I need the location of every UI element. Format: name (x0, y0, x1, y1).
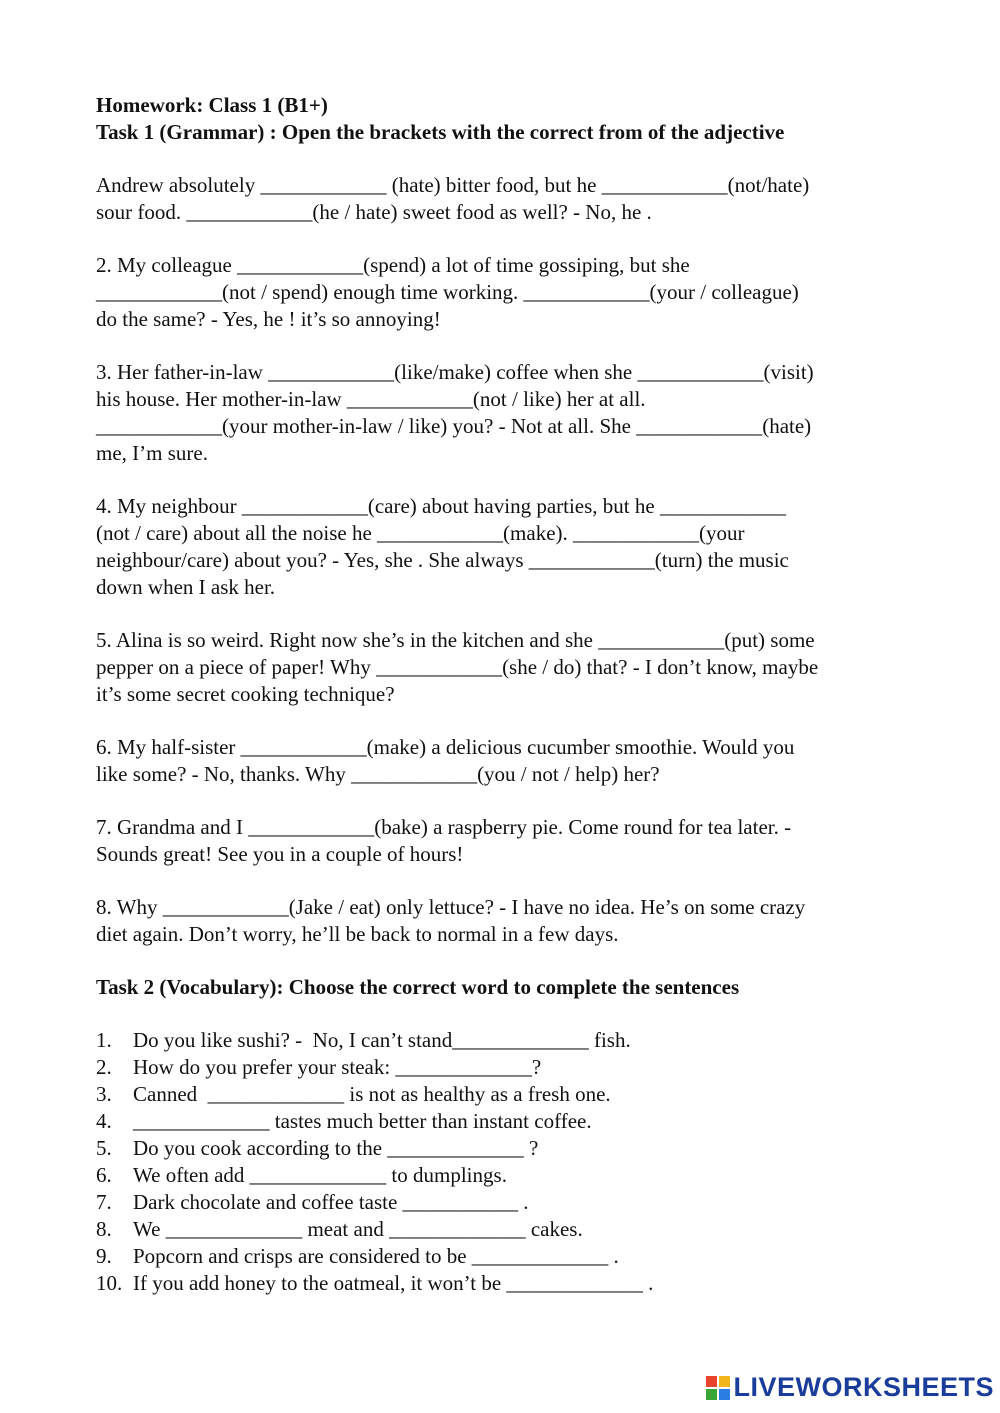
spacer (96, 948, 916, 974)
worksheet-title: Homework: Class 1 (B1+) (96, 93, 328, 117)
task1-exercise (96, 359, 916, 467)
item-number: 1. (96, 1028, 112, 1052)
task1-exercise (96, 814, 916, 868)
task1-exercise (96, 894, 916, 948)
item-text: We _____________ meat and _____________ cakes. (133, 1217, 583, 1241)
task2-exercises (96, 1027, 916, 1297)
exercise-line: 4. My neighbour ____________(care) about having parties, but he ____________ (96, 494, 786, 518)
exercise-line: neighbour/care) about you? - Yes, she . She always ____________(turn) the music (96, 548, 789, 572)
item-number: 9. (96, 1244, 112, 1268)
item-number: 10. (96, 1271, 123, 1295)
exercise-line: it’s some secret cooking technique? (96, 682, 395, 706)
item-number: 8. (96, 1217, 112, 1241)
item-number: 7. (96, 1190, 112, 1214)
exercise-line: 7. Grandma and I ____________(bake) a raspberry pie. Come round for tea later. - (96, 815, 792, 839)
exercise-line: ____________(your mother-in-law / like) you? - Not at all. She ____________(hate) (96, 414, 812, 438)
exercise-line: (not / care) about all the noise he ____________(make). ____________(your (96, 521, 745, 545)
exercise-line: diet again. Don’t worry, he’ll be back to normal in a few days. (96, 922, 619, 946)
list-item (96, 1054, 916, 1081)
item-text: Canned _____________ is not as healthy as a fresh one. (133, 1082, 611, 1106)
exercise-line: 5. Alina is so weird. Right now she’s in the kitchen and she ____________(put) some (96, 628, 815, 652)
exercise-line: 8. Why ____________(Jake / eat) only lettuce? - I have no idea. He’s on some crazy (96, 895, 806, 919)
task1-exercise (96, 172, 916, 226)
spacer (96, 868, 916, 894)
exercise-line: his house. Her mother-in-law ____________(not / like) her at all. (96, 387, 646, 411)
liveworksheets-logo-icon (706, 1376, 730, 1400)
task1-heading: Task 1 (Grammar) : Open the brackets with the correct from of the adjective (96, 120, 785, 144)
list-item (96, 1189, 916, 1216)
exercise-line: Sounds great! See you in a couple of hours! (96, 842, 464, 866)
list-item (96, 1162, 916, 1189)
item-text: How do you prefer your steak: _____________? (133, 1055, 542, 1079)
spacer (96, 788, 916, 814)
item-text: Dark chocolate and coffee taste ___________ . (133, 1190, 529, 1214)
exercise-line: ____________(not / spend) enough time working. ____________(your / colleague) (96, 280, 799, 304)
item-number: 5. (96, 1136, 112, 1160)
spacer (96, 601, 916, 627)
exercise-line: do the same? - Yes, he ! it’s so annoying! (96, 307, 441, 331)
exercise-line: 2. My colleague ____________(spend) a lot of time gossiping, but she (96, 253, 690, 277)
item-text: If you add honey to the oatmeal, it won’t be _____________ . (133, 1271, 654, 1295)
brand-name: LIVEWORKSHEETS (733, 1372, 994, 1402)
task1-exercise (96, 734, 916, 788)
exercise-line: me, I’m sure. (96, 441, 208, 465)
exercise-line: like some? - No, thanks. Why ____________(you / not / help) her? (96, 762, 660, 786)
spacer (96, 333, 916, 359)
task2-heading: Task 2 (Vocabulary): Choose the correct word to complete the sentences (96, 975, 740, 999)
item-text: _____________ tastes much better than instant coffee. (133, 1109, 592, 1133)
exercise-line: down when I ask her. (96, 575, 276, 599)
list-item (96, 1135, 916, 1162)
spacer (96, 226, 916, 252)
task1-exercise (96, 627, 916, 708)
exercise-line: 3. Her father-in-law ____________(like/make) coffee when she ____________(visit) (96, 360, 814, 384)
exercise-line: pepper on a piece of paper! Why ____________(she / do) that? - I don’t know, maybe (96, 655, 819, 679)
liveworksheets-brand (706, 1372, 994, 1403)
item-number: 6. (96, 1163, 112, 1187)
list-item (96, 1270, 916, 1297)
item-number: 3. (96, 1082, 112, 1106)
list-item (96, 1108, 916, 1135)
spacer (96, 467, 916, 493)
task1-exercise (96, 252, 916, 333)
task1-exercises (96, 172, 916, 948)
exercise-line: Andrew absolutely ____________ (hate) bitter food, but he ____________(not/hate) (96, 173, 810, 197)
spacer (96, 708, 916, 734)
item-text: Do you cook according to the _____________ ? (133, 1136, 539, 1160)
spacer (96, 1001, 916, 1027)
spacer (96, 146, 916, 172)
item-text: Popcorn and crisps are considered to be _____________ . (133, 1244, 619, 1268)
item-text: Do you like sushi? - No, I can’t stand_____________ fish. (133, 1028, 631, 1052)
task1-exercise (96, 493, 916, 601)
worksheet-page (96, 92, 916, 1297)
list-item (96, 1243, 916, 1270)
item-number: 2. (96, 1055, 112, 1079)
item-number: 4. (96, 1109, 112, 1133)
item-text: We often add _____________ to dumplings. (133, 1163, 507, 1187)
exercise-line: sour food. ____________(he / hate) sweet food as well? - No, he . (96, 200, 652, 224)
exercise-line: 6. My half-sister ____________(make) a delicious cucumber smoothie. Would you (96, 735, 795, 759)
list-item (96, 1216, 916, 1243)
list-item (96, 1081, 916, 1108)
list-item (96, 1027, 916, 1054)
